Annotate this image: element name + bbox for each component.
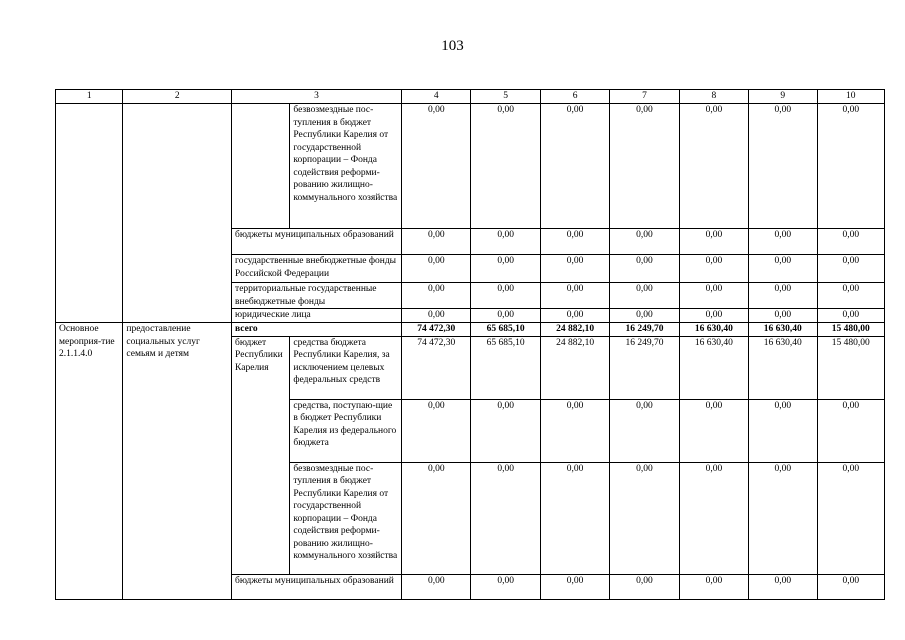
value-cell: 0,00 — [749, 104, 817, 229]
value-cell: 0,00 — [749, 309, 817, 323]
value-cell: 0,00 — [817, 229, 885, 255]
table-row-total — [56, 323, 885, 337]
value-cell: 0,00 — [402, 229, 471, 255]
value-cell: 0,00 — [402, 255, 471, 283]
value-cell: 0,00 — [540, 229, 609, 255]
funding-source-label: безвозмездные пос-тупления в бюджет Республики Карелия от государственной корпорации – Фонда содействия реформи-рованию жилищно-коммунального хозяйства — [290, 104, 402, 229]
cell-empty — [123, 104, 232, 323]
value-cell: 15 480,00 — [817, 336, 885, 399]
header-cell: 9 — [749, 90, 817, 104]
page-number: 103 — [441, 38, 464, 54]
value-cell: 0,00 — [402, 309, 471, 323]
value-cell: 0,00 — [402, 104, 471, 229]
value-cell: 0,00 — [540, 283, 609, 309]
value-cell: 0,00 — [610, 462, 679, 574]
value-cell: 0,00 — [817, 255, 885, 283]
value-cell: 16 630,40 — [749, 336, 817, 399]
table-row — [56, 104, 885, 229]
value-cell: 0,00 — [817, 283, 885, 309]
funding-source-label: всего — [232, 323, 402, 337]
value-cell: 0,00 — [402, 462, 471, 574]
value-cell: 16 249,70 — [610, 323, 679, 337]
value-cell: 24 882,10 — [540, 336, 609, 399]
value-cell: 0,00 — [540, 255, 609, 283]
funding-group-label: бюджет Республики Карелия — [232, 336, 290, 574]
value-cell: 0,00 — [402, 399, 471, 462]
value-cell: 0,00 — [610, 229, 679, 255]
value-cell: 0,00 — [610, 399, 679, 462]
value-cell: 0,00 — [471, 399, 540, 462]
value-cell: 0,00 — [679, 229, 748, 255]
value-cell: 65 685,10 — [471, 336, 540, 399]
funding-source-label: юридические лица — [232, 309, 402, 323]
funding-source-label: средства бюджета Республики Карелия, за исключением целевых федеральных средств — [290, 336, 402, 399]
value-cell: 0,00 — [471, 104, 540, 229]
value-cell: 0,00 — [471, 462, 540, 574]
funding-source-label: средства, поступаю-щие в бюджет Республики Карелия из федерального бюджета — [290, 399, 402, 462]
cell-group-continuation — [232, 104, 290, 229]
value-cell: 0,00 — [679, 283, 748, 309]
funding-source-label: государственные внебюджетные фонды Российской Федерации — [232, 255, 402, 283]
funding-source-label: бюджеты муниципальных образований — [232, 229, 402, 255]
header-cell: 2 — [123, 90, 232, 104]
value-cell: 0,00 — [402, 283, 471, 309]
value-cell: 0,00 — [679, 399, 748, 462]
event-name-cell: предоставление социальных услуг семьям и детям — [123, 323, 232, 600]
header-cell: 10 — [817, 90, 885, 104]
value-cell: 0,00 — [749, 462, 817, 574]
value-cell: 0,00 — [471, 229, 540, 255]
value-cell: 0,00 — [749, 255, 817, 283]
value-cell: 0,00 — [817, 462, 885, 574]
value-cell: 0,00 — [610, 309, 679, 323]
value-cell: 0,00 — [817, 574, 885, 599]
header-cell: 5 — [471, 90, 540, 104]
value-cell: 16 630,40 — [679, 323, 748, 337]
header-cell: 3 — [232, 90, 402, 104]
header-cell: 7 — [610, 90, 679, 104]
value-cell: 15 480,00 — [817, 323, 885, 337]
value-cell: 0,00 — [610, 255, 679, 283]
event-code-cell: Основное мероприя-тие 2.1.1.4.0 — [56, 323, 123, 600]
value-cell: 0,00 — [610, 283, 679, 309]
header-cell: 6 — [540, 90, 609, 104]
cell-empty — [56, 104, 123, 323]
value-cell: 0,00 — [817, 309, 885, 323]
value-cell: 0,00 — [749, 399, 817, 462]
value-cell: 0,00 — [679, 309, 748, 323]
value-cell: 16 630,40 — [679, 336, 748, 399]
value-cell: 0,00 — [540, 574, 609, 599]
value-cell: 0,00 — [540, 309, 609, 323]
value-cell: 0,00 — [471, 283, 540, 309]
header-cell: 1 — [56, 90, 123, 104]
value-cell: 65 685,10 — [471, 323, 540, 337]
value-cell: 16 630,40 — [749, 323, 817, 337]
value-cell: 74 472,30 — [402, 323, 471, 337]
value-cell: 0,00 — [817, 104, 885, 229]
value-cell: 0,00 — [471, 255, 540, 283]
value-cell: 0,00 — [610, 104, 679, 229]
value-cell: 16 249,70 — [610, 336, 679, 399]
value-cell: 0,00 — [817, 399, 885, 462]
value-cell: 0,00 — [540, 104, 609, 229]
value-cell: 0,00 — [540, 399, 609, 462]
value-cell: 0,00 — [471, 309, 540, 323]
value-cell: 0,00 — [679, 104, 748, 229]
value-cell: 0,00 — [679, 255, 748, 283]
header-cell: 8 — [679, 90, 748, 104]
value-cell: 0,00 — [540, 462, 609, 574]
funding-source-label: безвозмездные пос-тупления в бюджет Республики Карелия от государственной корпорации – Фонда содействия реформи-рованию жилищно-коммунального хозяйства — [290, 462, 402, 574]
value-cell: 0,00 — [402, 574, 471, 599]
budget-table — [55, 89, 885, 600]
value-cell: 24 882,10 — [540, 323, 609, 337]
header-row — [56, 90, 885, 104]
header-cell: 4 — [402, 90, 471, 104]
funding-source-label: бюджеты муниципальных образований — [232, 574, 402, 599]
value-cell: 0,00 — [679, 574, 748, 599]
value-cell: 0,00 — [749, 283, 817, 309]
value-cell: 0,00 — [471, 574, 540, 599]
value-cell: 0,00 — [679, 462, 748, 574]
value-cell: 0,00 — [610, 574, 679, 599]
value-cell: 0,00 — [749, 229, 817, 255]
funding-source-label: территориальные государственные внебюджетные фонды — [232, 283, 402, 309]
value-cell: 74 472,30 — [402, 336, 471, 399]
value-cell: 0,00 — [749, 574, 817, 599]
